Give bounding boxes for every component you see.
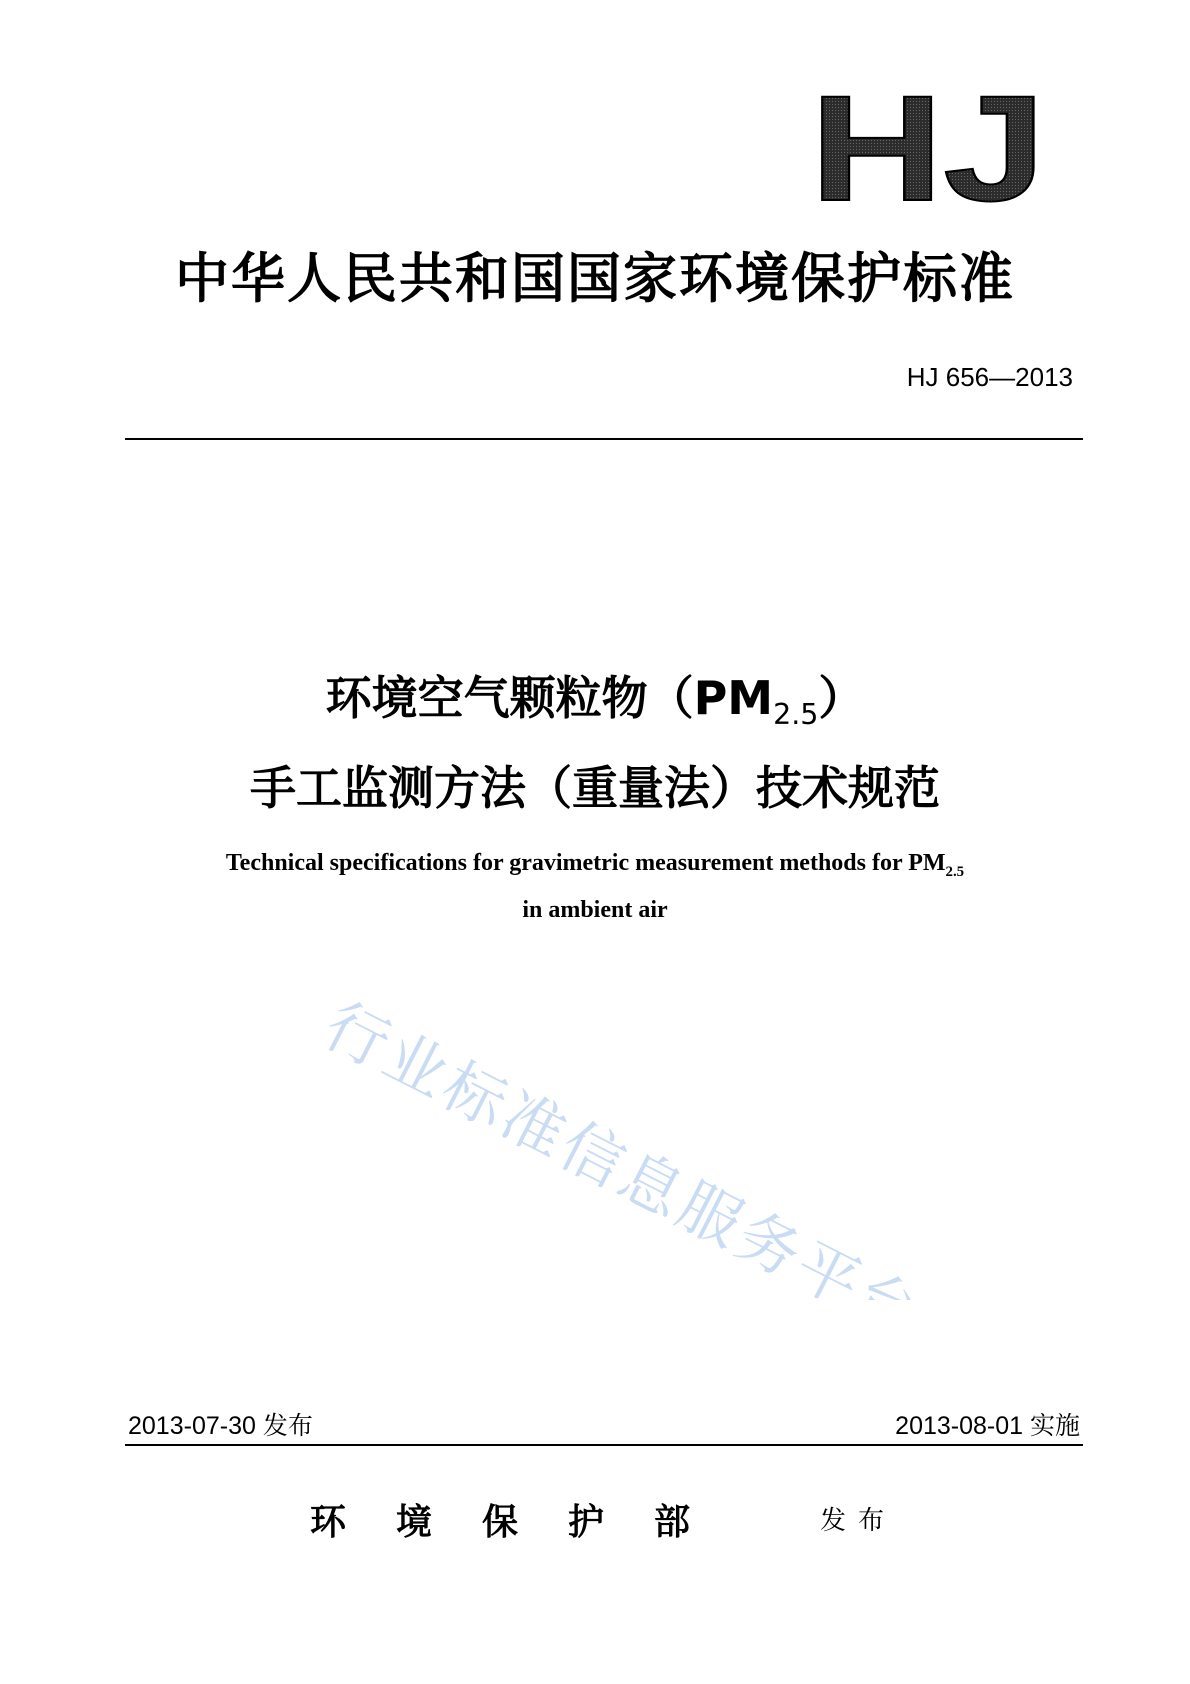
effective-date: 2013-08-01 实施 xyxy=(895,1412,1080,1440)
chinese-title-line-1-end: ） xyxy=(818,671,865,725)
standard-number: HJ 656—2013 xyxy=(906,362,1073,392)
english-title-subscript: 2.5 xyxy=(945,863,965,880)
english-title-line-2: in ambient air xyxy=(522,897,668,923)
issue-date: 2013-07-30 发布 xyxy=(128,1412,313,1440)
watermark xyxy=(310,1000,1030,1300)
logo-text: HJ xyxy=(810,88,1046,208)
top-divider xyxy=(125,438,1083,440)
hj-logo xyxy=(810,88,1050,208)
chinese-title-line-1-main: 环境空气颗粒物（PM xyxy=(325,671,774,725)
chinese-title-line-2: 手工监测方法（重量法）技术规范 xyxy=(250,761,940,815)
english-title-line-1-main: Technical specifications for gravimetric measurement methods for PM xyxy=(225,850,946,876)
watermark-text: 行业标准信息服务平台 xyxy=(313,1000,935,1300)
publisher-suffix: 发布 xyxy=(820,1506,897,1536)
bottom-divider xyxy=(125,1444,1083,1446)
chinese-title-subscript: 2.5 xyxy=(773,698,819,732)
english-title-line-1 xyxy=(0,850,1190,880)
issuing-body-title: 中华人民共和国国家环境保护标准 xyxy=(175,246,1015,310)
chinese-title-line-1 xyxy=(0,662,1190,732)
publisher-name: 环境保护部 xyxy=(310,1501,741,1543)
